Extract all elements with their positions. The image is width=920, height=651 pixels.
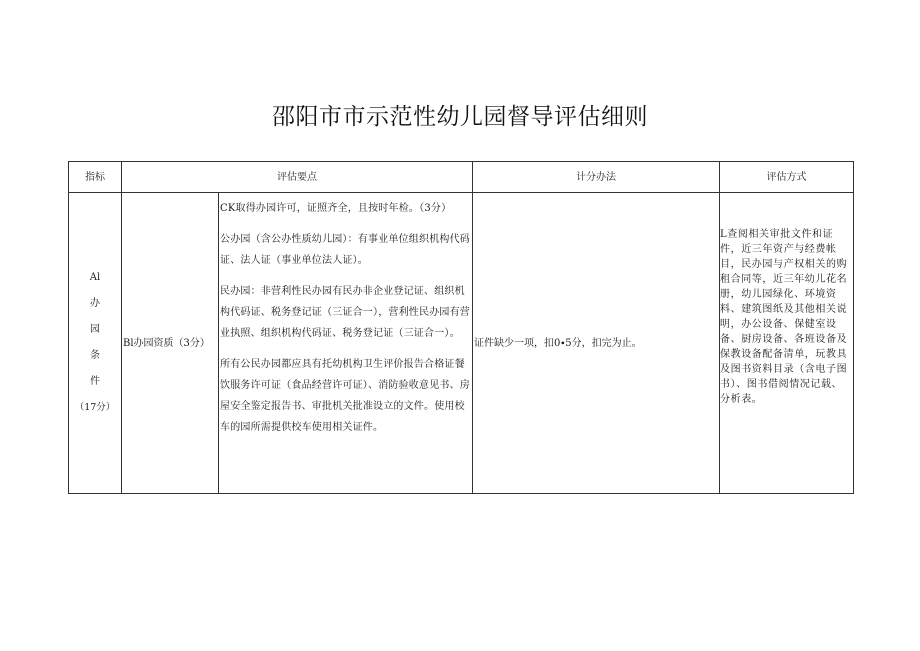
header-scoring-method: 计分办法 xyxy=(473,162,720,193)
category-cell xyxy=(69,193,122,494)
table-header-row xyxy=(69,162,854,193)
point-paragraph: 民办园：非营利性民办园有民办非企业登记证、组织机构代码证、税务登记证（三证合一），营利性民办园有营业执照、组织机构代码证、税务登记证（三证合一）。 xyxy=(220,286,470,339)
page-title: 邵阳市市示范性幼儿园督导评估细则 xyxy=(272,104,648,130)
evaluation-points-cell xyxy=(219,193,473,494)
category-score: （17分） xyxy=(74,402,116,413)
category-char: 件 xyxy=(90,376,100,387)
header-evaluation-method: 评估方式 xyxy=(720,162,854,193)
point-paragraph: 所有公民办园都应具有托幼机构卫生评价报告合格证餐饮服务许可证（食品经营许可证）、消防验收意见书、房屋安全鉴定报告书、审批机关批准设立的文件。使用校车的园所需提供校车使用相关证件。 xyxy=(220,359,470,433)
point-paragraph: 公办园（含公办性质幼儿园）：有事业单位组织机构代码证、法人证（事业单位法人证）。 xyxy=(220,234,470,266)
header-indicator: 指标 xyxy=(69,162,122,193)
category-char: 办 xyxy=(90,298,100,309)
table-row xyxy=(69,193,854,494)
category-char: 园 xyxy=(90,324,100,335)
point-paragraph: CK取得办园许可，证照齐全，且按时年检。（3分） xyxy=(220,203,452,214)
category-char: Al xyxy=(89,272,101,283)
scoring-cell: 证件缺少一项，扣0∙5分，扣完为止。 xyxy=(473,193,720,494)
evaluation-table xyxy=(68,161,854,494)
method-cell: L查阅相关审批文件和证件，近三年资产与经费帐目，民办园与产权相关的购租合同等，近三年幼儿花名册，幼儿园绿化、环境资料、建筑图纸及其他相关说明，办公设备、保健室设备、厨房设备、各班设备及保教设备配备清单，玩教具及图书资料目录（含电子图书）、图书借阅情况记载、分析表。 xyxy=(720,193,854,494)
header-evaluation-points: 评估要点 xyxy=(122,162,473,193)
category-char: 条 xyxy=(90,350,100,361)
sub-indicator-cell: Bl办园资质（3分） xyxy=(122,193,219,494)
